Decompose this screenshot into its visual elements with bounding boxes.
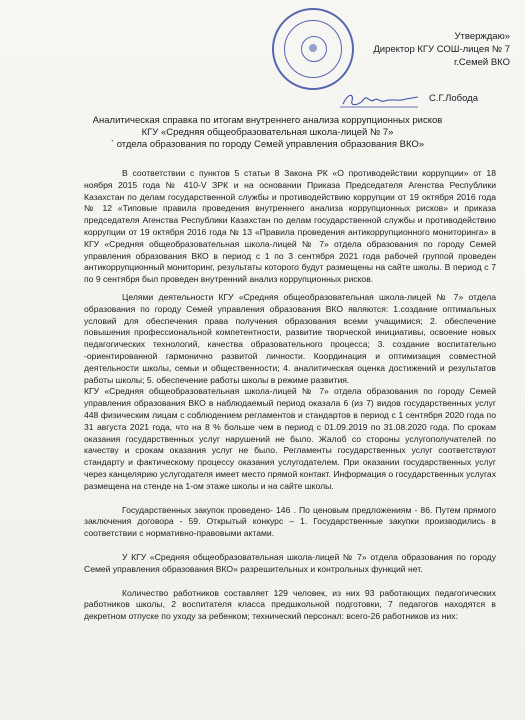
paragraph-goals: Целями деятельности КГУ «Средняя общеобразовательная школа-лицей № 7» отдела образования по городу Семей управления образования ВКО являются: 1.создание оптимальных условий для обеспечения права получения образования всеми учащимися; 2. обеспечение повышения профессиональной компетентности, развитие творческой инициативы, освоение новых педагогических технологий, качества образовательного процесса; 3. создание воспитательно -ориентированной гармонично развитой личности. Координация и оптимизация совместной деятельности школы, семьи и общественности; 4. аналитическая оценка достижений и результатов работы школы; 5. обеспечение работы школы в режиме развития.: [84, 291, 496, 385]
handwritten-signature: [340, 91, 420, 109]
document-body: [84, 168, 496, 623]
title-line-3: ` отдела образования по городу Семей управления образования ВКО»: [110, 139, 425, 150]
approval-block: [330, 30, 510, 69]
paragraph-public-services: КГУ «Средняя общеобразовательная школа-лицей № 7» отдела образования по городу Семей управления образования ВКО в наблюдаемый период оказала 6 (из 7) видов государственных услуг 448 физическим лицам с соблюдением регламентов и стандартов в период с 1 сентября 2020 года по 31 августа 2021 года, что на 8 % больше чем в период с 01.09.2019 по 31.08.2020 года. По срокам оказания государственных услуг нарушений не было. Жалоб со стороны услугополучателей по качеству и срокам оказания услуг не было. Регламенты государственных услуг соответствуют стандарту и фактическому процессу оказания услугодателем. При оказании государственных услуг через канцелярию услугодателя имеет место прямой контакт. Информация о государственных услугах размещена на стенде на 1-ом этаже школы и на сайте школы.: [84, 386, 496, 491]
stamp-emblem-icon: [301, 36, 327, 62]
title-line-2: КГУ «Средняя общеобразовательная школа-лицей № 7»: [141, 127, 394, 138]
approve-city-line: г.Семей ВКО: [453, 57, 510, 68]
paragraph-legal-basis: В соответствии с пунктов 5 статьи 8 Закона РК «О противодействии коррупции» от 18 ноября 2015 года № 410-V ЗРК и на основании Приказа Председателя Агенства Республики Казахстан по делам государственной службы и противодействию коррупции от 19 октября 2016 года № 12 «Типовые правила проведения внутреннего анализа коррупционных рисков» и приказа председателя Агенства Республики Казахстан по делам государственной службы и противодействию коррупции от 19 октября 2016 года № 13 «Правила проведения антикоррупционного мониторинга» в КГУ «Средняя общеобразовательная школа-лицей № 7» отдела образования по городу Семей управления образования ВКО в период с 1 по 3 сентября 2021 года рабочей группой проведен антикоррупционный мониторинг, результаты которого будут размещены на сайте школы. В период с 7 по 9 сентября был проведен внутренний анализ коррупционных рисков.: [84, 168, 496, 285]
signer-name: С.Г.Лобода: [429, 93, 478, 104]
paragraph-procurement: Государственных закупок проведено- 146 . По ценовым предложениям - 86. Путем прямого заключения договора - 59. Открытый конкурс – 1. Государственные закупки производились в соответствии с нормативно-правовыми актами.: [84, 504, 496, 539]
paragraph-staff: Количество работников составляет 129 человек, из них 93 работающих педагогических работников школы, 2 воспитателя класса предшкольной подготовки, 7 педагогов находятся в декретном отпуске по уходу за ребенком; технический персонал: всего-26 работников из них:: [84, 587, 496, 622]
paragraph-functions: У КГУ «Средняя общеобразовательная школа-лицей № 7» отдела образования по городу Семей управления образования ВКО» разрешительных и контрольных функций нет.: [84, 551, 496, 574]
approve-line: Утверждаю»: [454, 31, 510, 42]
document-title: [40, 115, 495, 151]
title-line-1: Аналитическая справка по итогам внутреннего анализа коррупционных рисков: [92, 115, 443, 126]
approve-director-line: Директор КГУ СОШ-лицея № 7: [373, 44, 510, 55]
signature-row: [340, 91, 515, 109]
